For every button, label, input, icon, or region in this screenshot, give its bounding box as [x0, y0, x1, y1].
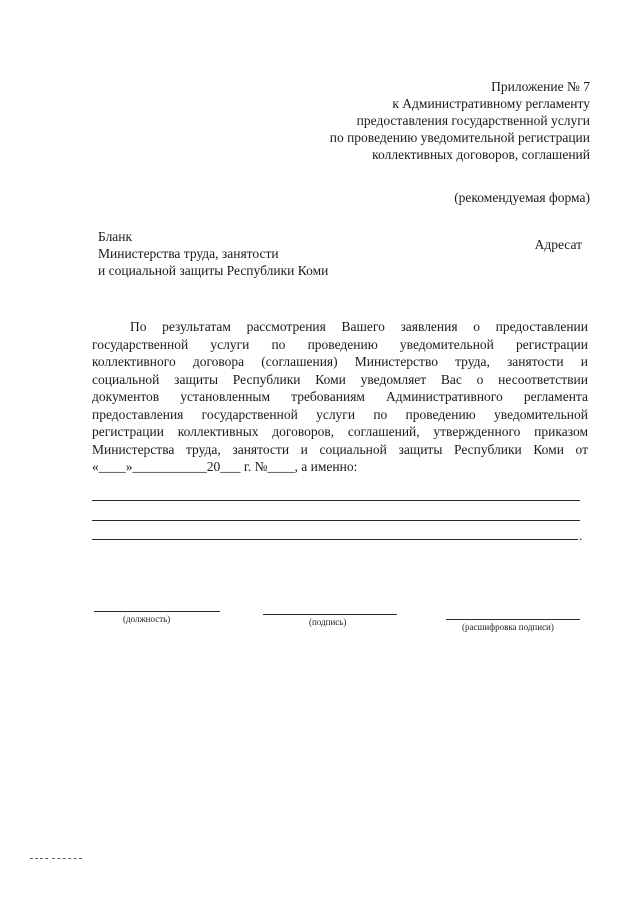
fill-in-line: [92, 500, 580, 501]
appendix-line: предоставления государственной услуги: [356, 113, 590, 128]
body-line: социальной защиты Республики Коми уведомляет Вас о несоответствии: [92, 371, 588, 387]
appendix-line: коллективных договоров, соглашений: [372, 147, 590, 162]
fill-in-line: [92, 539, 578, 540]
body-line: Министерства труда, занятости и социальной защиты Республики Коми от: [92, 441, 588, 457]
letterhead-line: и социальной защиты Республики Коми: [98, 263, 329, 278]
fill-in-line: [92, 520, 580, 521]
fill-end-period: .: [579, 528, 583, 543]
appendix-header: [270, 78, 590, 163]
position-line: [94, 611, 220, 612]
recommended-form-note: (рекомендуемая форма): [454, 190, 590, 205]
scan-artifact: [30, 858, 48, 859]
decoding-label: (расшифровка подписи): [462, 622, 554, 632]
body-line: коллективного договора (соглашения) Министерство труда, занятости и: [92, 354, 588, 369]
letterhead-line: Министерства труда, занятости: [98, 246, 279, 261]
body-line: «____»___________20___ г. №____, а именно:: [92, 459, 358, 474]
body-line: предоставления государственной услуги по проведению уведомительной: [92, 406, 588, 422]
signature-label: (подпись): [309, 617, 347, 627]
letterhead-block: [98, 228, 328, 279]
appendix-line: Приложение № 7: [491, 79, 590, 94]
appendix-line: к Административному регламенту: [392, 96, 590, 111]
addressee: Адресат: [534, 237, 582, 252]
appendix-line: по проведению уведомительной регистрации: [329, 130, 590, 145]
scan-artifact: [52, 858, 82, 859]
letterhead-line: Бланк: [98, 229, 133, 244]
position-label: (должность): [123, 614, 171, 624]
decoding-line: [446, 619, 580, 620]
body-line: документов установленным требованиям Административного регламента: [92, 389, 588, 404]
body-line: государственной услуги по проведению уведомительной регистрации: [92, 336, 588, 352]
notice-body: [92, 318, 588, 476]
signature-line: [263, 614, 397, 615]
body-line: регистрации коллективных договоров, соглашений, утвержденного приказом: [92, 424, 588, 439]
body-line: По результатам рассмотрения Вашего заявления о предоставлении: [130, 319, 588, 334]
